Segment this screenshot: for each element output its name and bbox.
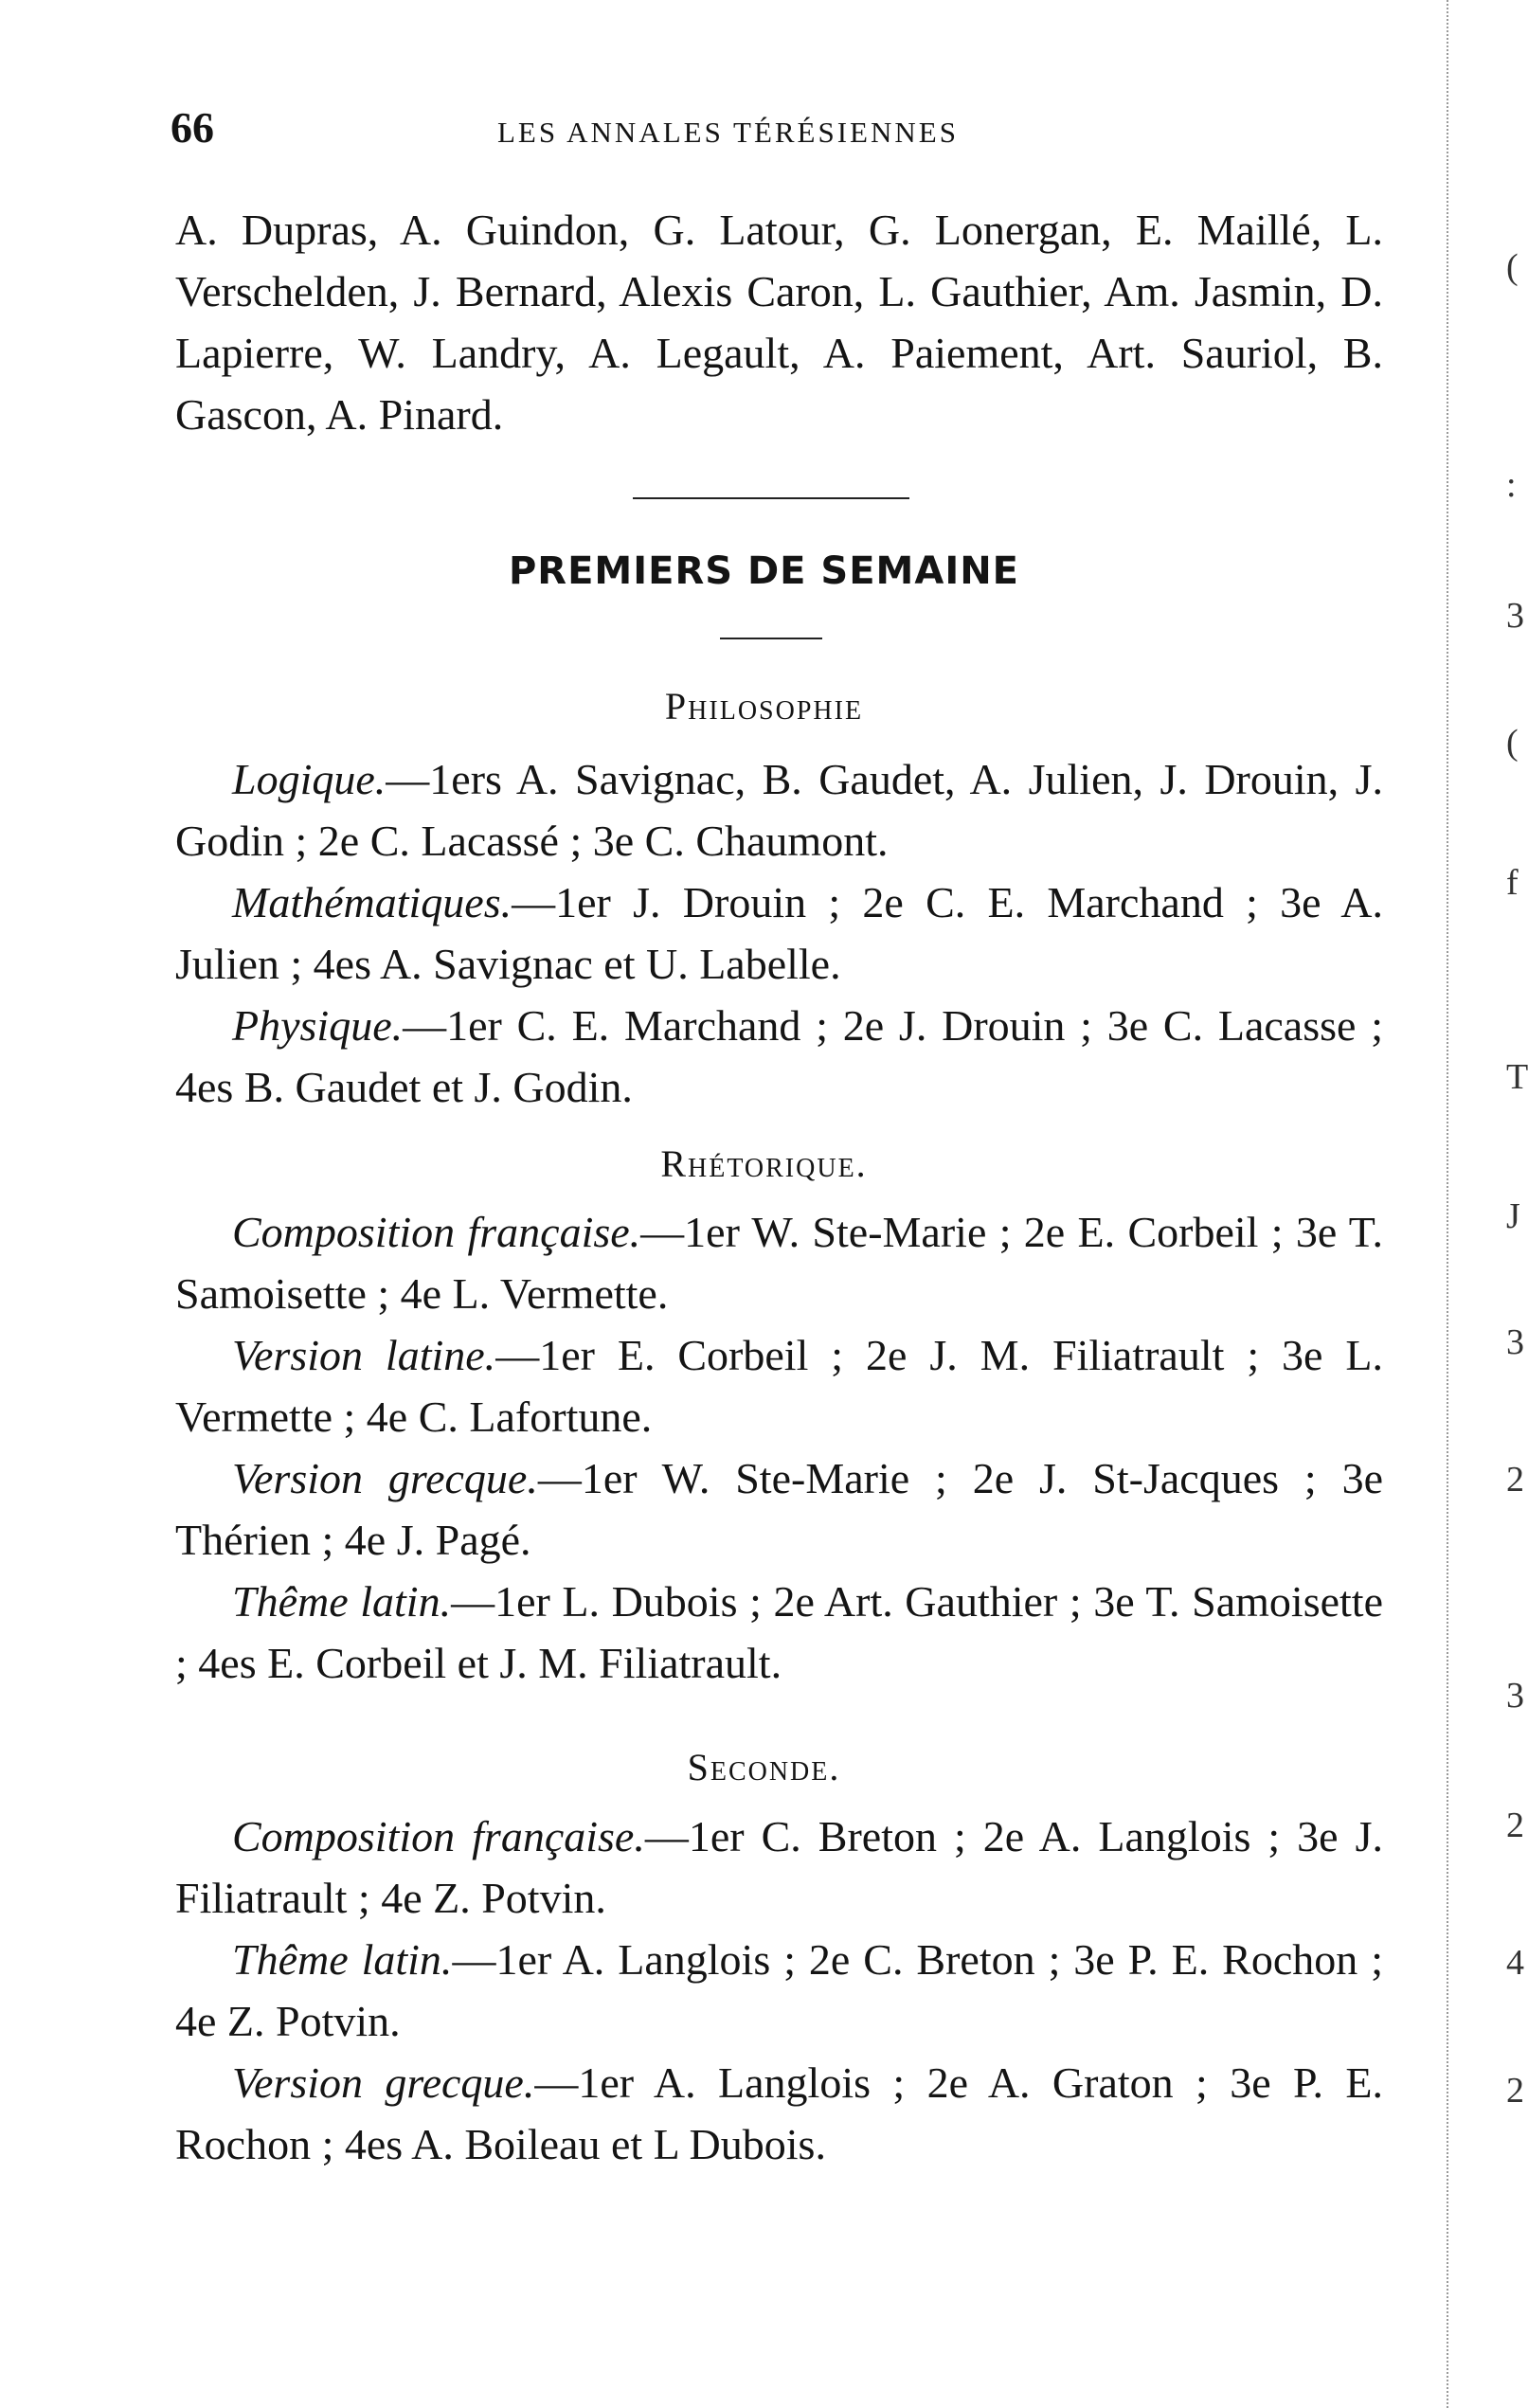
edge-glyph: ( <box>1506 723 1519 763</box>
entry-label: Thême latin. <box>232 1577 452 1626</box>
section-rule-top <box>633 497 909 499</box>
subhead-rhetorique: Rhétorique. <box>660 1142 868 1185</box>
entry-text: —1er C. E. Marchand ; 2e J. Drouin ; 3e C. Lacasse ; 4es B. Gaudet et J. Godin. <box>175 1001 1383 1111</box>
edge-glyph: 4 <box>1506 1943 1524 1983</box>
entry-composition-francaise <box>175 1201 1383 1324</box>
edge-glyph: 3 <box>1506 1676 1524 1716</box>
edge-glyph: 2 <box>1506 2071 1524 2111</box>
entry-label: Composition française. <box>232 1208 641 1256</box>
entry-mathematiques <box>175 872 1383 995</box>
subhead-seconde: Seconde. <box>687 1746 841 1788</box>
entry-theme-latin <box>175 1929 1383 2052</box>
entry-label: Version grecque. <box>232 1454 538 1502</box>
edge-glyph: ( <box>1506 247 1519 287</box>
entry-text: —1er A. Langlois ; 2e A. Graton ; 3e P. E. Rochon ; 4es A. Boileau et L Dubois. <box>175 2058 1383 2168</box>
entry-label: Thême latin. <box>232 1935 453 1984</box>
section-seconde <box>175 1806 1383 2175</box>
edge-glyph: 2 <box>1506 1806 1524 1845</box>
entry-text: —1er J. Drouin ; 2e C. E. Marchand ; 3e A. Julien ; 4es A. Savignac et U. Labelle. <box>175 878 1383 988</box>
entry-text: —1er W. Ste-Marie ; 2e J. St-Jacques ; 3e Thérien ; 4e J. Pagé. <box>175 1454 1384 1564</box>
facing-page-margin-line <box>1447 0 1448 2408</box>
entry-version-latine <box>175 1324 1383 1447</box>
entry-text: —1er E. Corbeil ; 2e J. M. Filiatrault ; 3e L. Vermette ; 4e C. Lafortune. <box>175 1331 1383 1441</box>
entry-physique <box>175 995 1383 1118</box>
entry-text: —1er L. Dubois ; 2e Art. Gauthier ; 3e T. Samoisette ; 4es E. Corbeil et J. M. Filiatrault. <box>175 1577 1383 1687</box>
edge-glyph: : <box>1506 465 1517 505</box>
edge-glyph: 3 <box>1506 596 1524 636</box>
section-philosophie <box>175 748 1383 1118</box>
section-rule-short <box>720 638 822 639</box>
section-rhetorique <box>175 1201 1383 1694</box>
intro-text: A. Dupras, A. Guindon, G. Latour, G. Lonergan, E. Maillé, L. Verschelden, J. Bernard, Alexis Caron, L. Gauthier, Am. Jasmin, D. Lapierre, W. Landry, A. Legault, A. Paiement, Art. Sauriol, B. Gascon, A. Pinard. <box>175 206 1383 439</box>
edge-glyph: 3 <box>1506 1322 1524 1362</box>
entry-label: Logique. <box>232 755 386 803</box>
entry-label: Mathématiques. <box>232 878 512 926</box>
entry-version-grecque <box>175 1447 1383 1571</box>
entry-text: —1er C. Breton ; 2e A. Langlois ; 3e J. Filiatrault ; 4e Z. Potvin. <box>175 1812 1383 1922</box>
entry-label: Version grecque. <box>232 2058 535 2107</box>
entry-text: —1er W. Ste-Marie ; 2e E. Corbeil ; 3e T. Samoisette ; 4e L. Vermette. <box>175 1208 1383 1318</box>
entry-logique <box>175 748 1383 872</box>
entry-theme-latin <box>175 1571 1383 1694</box>
entry-label: Composition française. <box>232 1812 645 1860</box>
page-number: 66 <box>171 103 214 152</box>
edge-glyph: f <box>1506 863 1519 903</box>
entry-label: Version latine. <box>232 1331 496 1379</box>
entry-composition-francaise <box>175 1806 1383 1929</box>
section-title: PREMIERS DE SEMAINE <box>508 549 1020 593</box>
entry-version-grecque <box>175 2052 1383 2175</box>
edge-glyph: T <box>1506 1057 1528 1097</box>
edge-glyph: J <box>1506 1196 1520 1236</box>
running-head: LES ANNALES TÉRÉSIENNES <box>497 116 959 149</box>
intro-paragraph <box>175 199 1383 445</box>
entry-label: Physique. <box>232 1001 404 1050</box>
subhead-philosophie: Philosophie <box>664 685 864 728</box>
page-header <box>171 102 1383 159</box>
edge-glyph: 2 <box>1506 1460 1524 1500</box>
entry-text: —1ers A. Savignac, B. Gaudet, A. Julien, J. Drouin, J. Godin ; 2e C. Lacassé ; 3e C. Chaumont. <box>175 755 1383 865</box>
entry-text: —1er A. Langlois ; 2e C. Breton ; 3e P. E. Rochon ; 4e Z. Potvin. <box>175 1935 1383 2045</box>
